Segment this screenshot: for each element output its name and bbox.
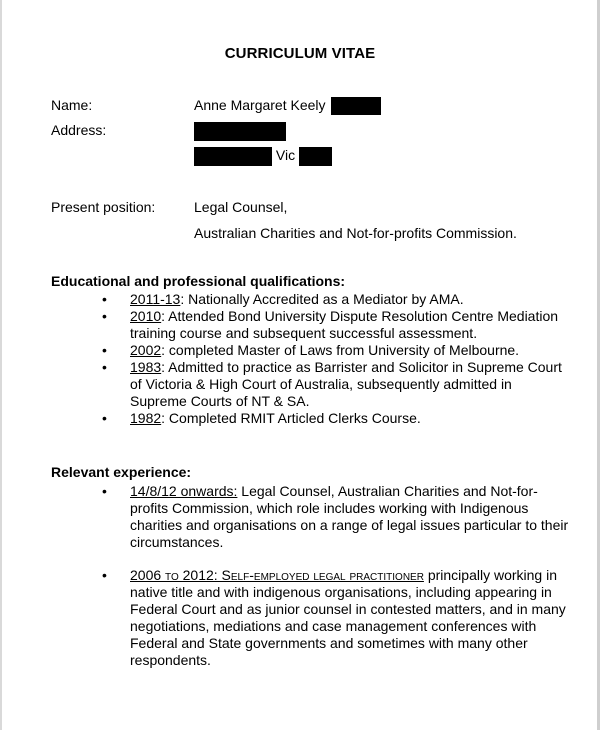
list-item <box>0 567 570 669</box>
bullet: • <box>102 291 107 307</box>
name-value-line <box>194 97 381 115</box>
item-date: 2006 to 2012: Self-employed legal practitioner <box>130 567 424 583</box>
item-text: Legal Counsel, Australian Charities and Not-for-profits Commission, which role includes working with Indigenous charities and organisations on a range of legal issues particular to their circumstances. <box>130 483 569 550</box>
bullet: • <box>102 567 107 583</box>
address-state: Vic <box>275 147 296 164</box>
bullet: • <box>102 410 107 426</box>
address-line-1 <box>194 122 286 141</box>
education-list <box>0 291 570 427</box>
item-date: 2010 <box>130 308 162 324</box>
list-item <box>0 359 570 410</box>
position-line-2: Australian Charities and Not-for-profits Commission. <box>194 225 517 241</box>
experience-list-2 <box>0 567 570 669</box>
redaction-block <box>194 147 272 166</box>
item-text: : Attended Bond University Dispute Resolution Centre Mediation training course and subsequent successful assessment. <box>130 308 559 341</box>
redaction-block <box>331 97 381 115</box>
item-date: 1982 <box>130 410 162 426</box>
list-item <box>0 483 570 551</box>
item-text: principally working in native title and with indigenous organisations, including appearing in Federal Court and as junior counsel in contested matters, and in many negotiations, mediations and case management conferences with Federal and State governments and sometimes with many other respondents. <box>130 567 566 668</box>
bullet: • <box>102 308 107 324</box>
item-date: 14/8/12 onwards: <box>130 483 238 499</box>
item-date: 2002 <box>130 342 162 358</box>
list-item <box>0 342 570 359</box>
position-line-1: Legal Counsel, <box>194 199 288 215</box>
list-item <box>0 291 570 308</box>
name-value: Anne Margaret Keely <box>194 97 326 113</box>
bullet: • <box>102 359 107 375</box>
experience-heading: Relevant experience: <box>51 464 192 480</box>
item-text: : Admitted to practice as Barrister and Solicitor in Supreme Court of Victoria & High Court of Australia, subsequently admitted in Supreme Courts of NT & SA. <box>130 359 562 409</box>
item-date: 2011-13 <box>130 291 181 307</box>
list-item <box>0 410 570 427</box>
position-label: Present position: <box>51 199 156 215</box>
document-title: CURRICULUM VITAE <box>224 45 376 62</box>
redaction-block <box>299 147 332 166</box>
list-item <box>0 308 570 342</box>
bullet: • <box>102 342 107 358</box>
item-date: 1983 <box>130 359 162 375</box>
item-text: : completed Master of Laws from University of Melbourne. <box>161 342 520 358</box>
item-text: : Nationally Accredited as a Mediator by AMA. <box>180 291 464 307</box>
name-label: Name: <box>51 97 93 113</box>
redaction-block <box>194 122 286 141</box>
address-line-2 <box>194 147 332 166</box>
experience-list <box>0 483 570 551</box>
bullet: • <box>102 483 107 499</box>
item-text: : Completed RMIT Articled Clerks Course. <box>161 410 421 426</box>
address-label: Address: <box>51 122 107 138</box>
education-heading: Educational and professional qualifications: <box>51 273 346 289</box>
